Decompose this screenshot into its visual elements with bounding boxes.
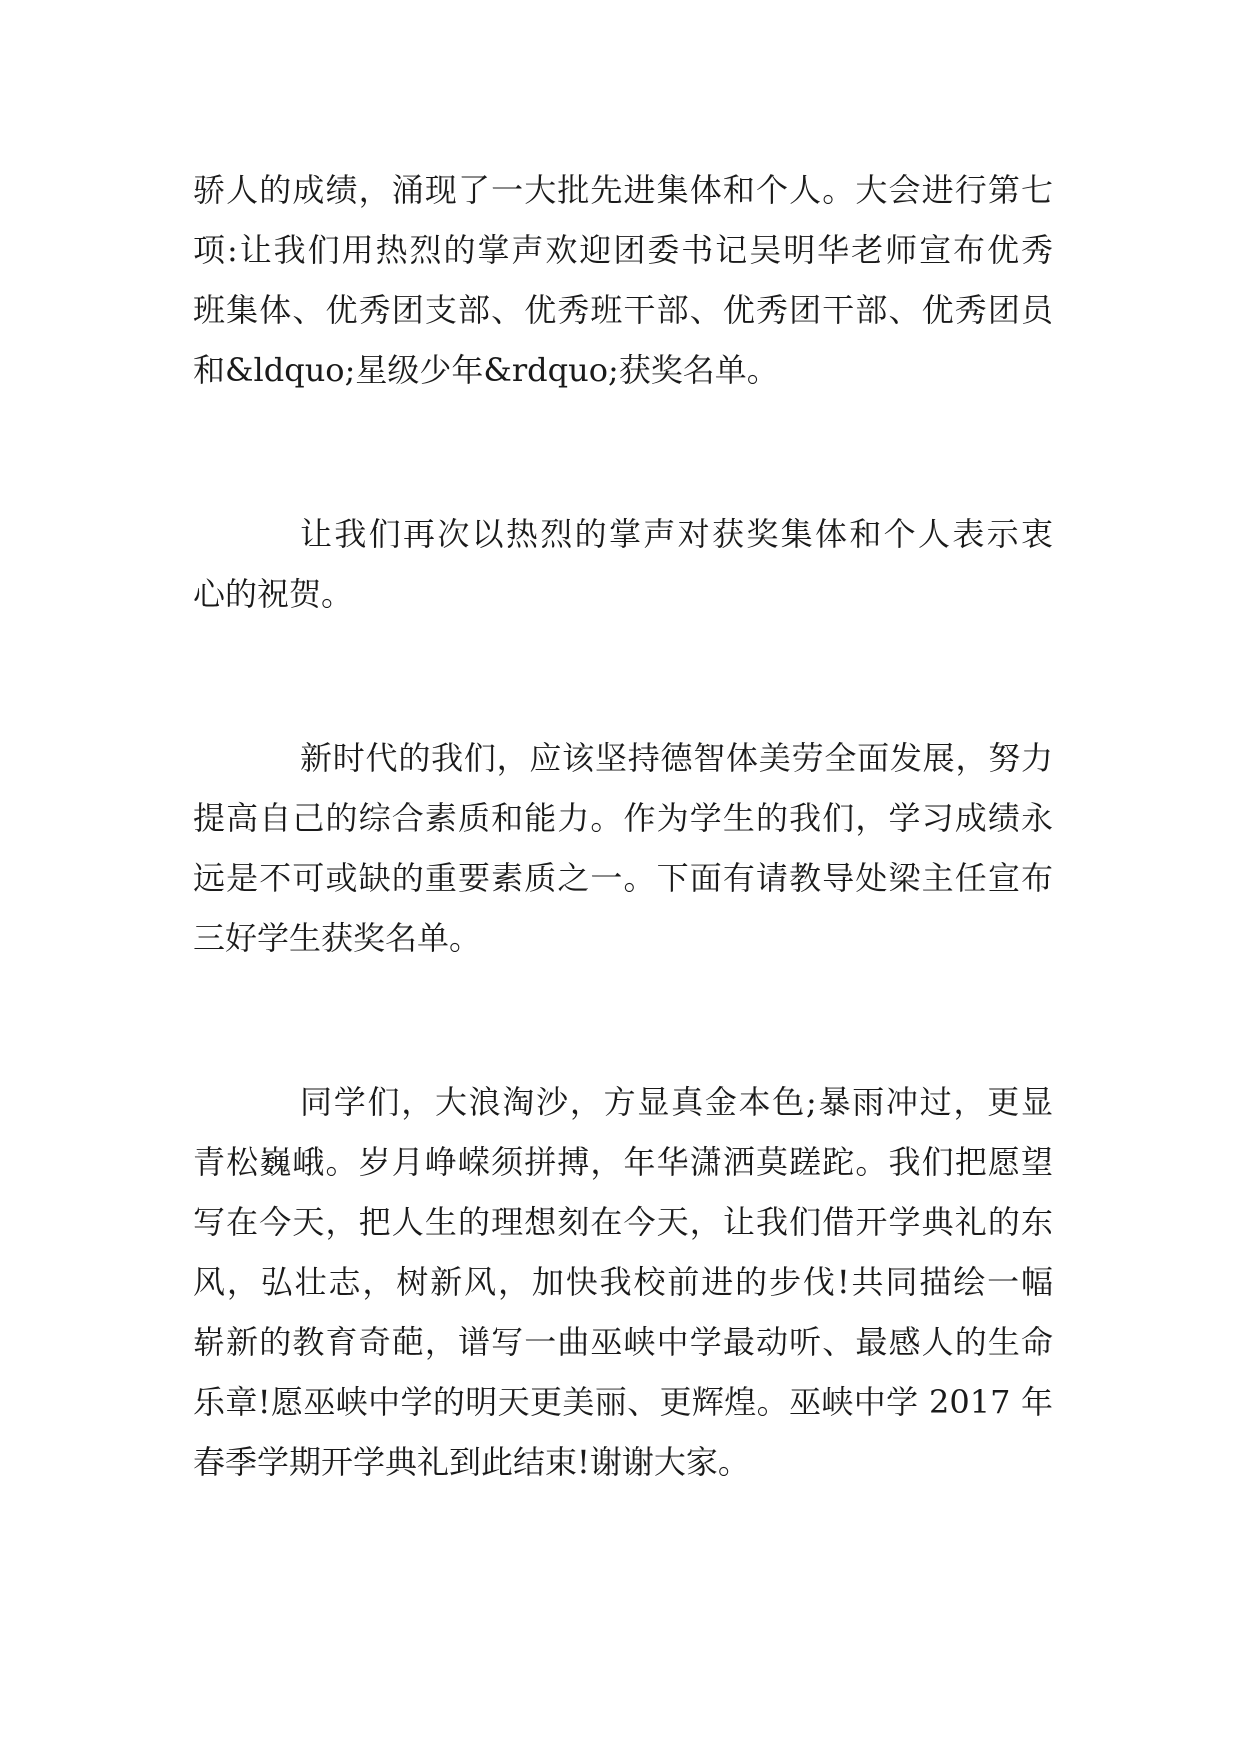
paragraph-4-line-5: 崭新的教育奇葩，谱写一曲巫峡中学最动听、最感人的生命 [193,1323,1053,1361]
paragraph-4-line-7: 春季学期开学典礼到此结束!谢谢大家。 [193,1443,750,1481]
paragraph-1-line-1: 骄人的成绩，涌现了一大批先进集体和个人。大会进行第七 [193,171,1053,209]
paragraph-3-line-4: 三好学生获奖名单。 [193,919,482,957]
paragraph-2-line-2: 心的祝贺。 [193,575,354,613]
paragraph-4-line-4: 风，弘壮志，树新风，加快我校前进的步伐!共同描绘一幅 [193,1263,1053,1301]
paragraph-1-line-3: 班集体、优秀团支部、优秀班干部、优秀团干部、优秀团员 [193,291,1053,329]
paragraph-3-line-1: 新时代的我们，应该坚持德智体美劳全面发展，努力 [300,739,1053,777]
paragraph-4-line-3: 写在今天，把人生的理想刻在今天，让我们借开学典礼的东 [193,1203,1053,1241]
paragraph-1-line-2: 项:让我们用热烈的掌声欢迎团委书记吴明华老师宣布优秀 [193,231,1053,269]
paragraph-3-line-2: 提高自己的综合素质和能力。作为学生的我们，学习成绩永 [193,799,1053,837]
paragraph-1-line-4: 和&ldquo;星级少年&rdquo;获奖名单。 [193,351,779,389]
paragraph-4-line-1: 同学们，大浪淘沙，方显真金本色;暴雨冲过，更显 [300,1083,1053,1121]
paragraph-2-line-1: 让我们再次以热烈的掌声对获奖集体和个人表示衷 [300,515,1053,553]
paragraph-4-line-6: 乐章!愿巫峡中学的明天更美丽、更辉煌。巫峡中学 2017 年 [193,1383,1053,1421]
paragraph-3-line-3: 远是不可或缺的重要素质之一。下面有请教导处梁主任宣布 [193,859,1053,897]
paragraph-4-line-2: 青松巍峨。岁月峥嵘须拼搏，年华潇洒莫蹉跎。我们把愿望 [193,1143,1053,1181]
